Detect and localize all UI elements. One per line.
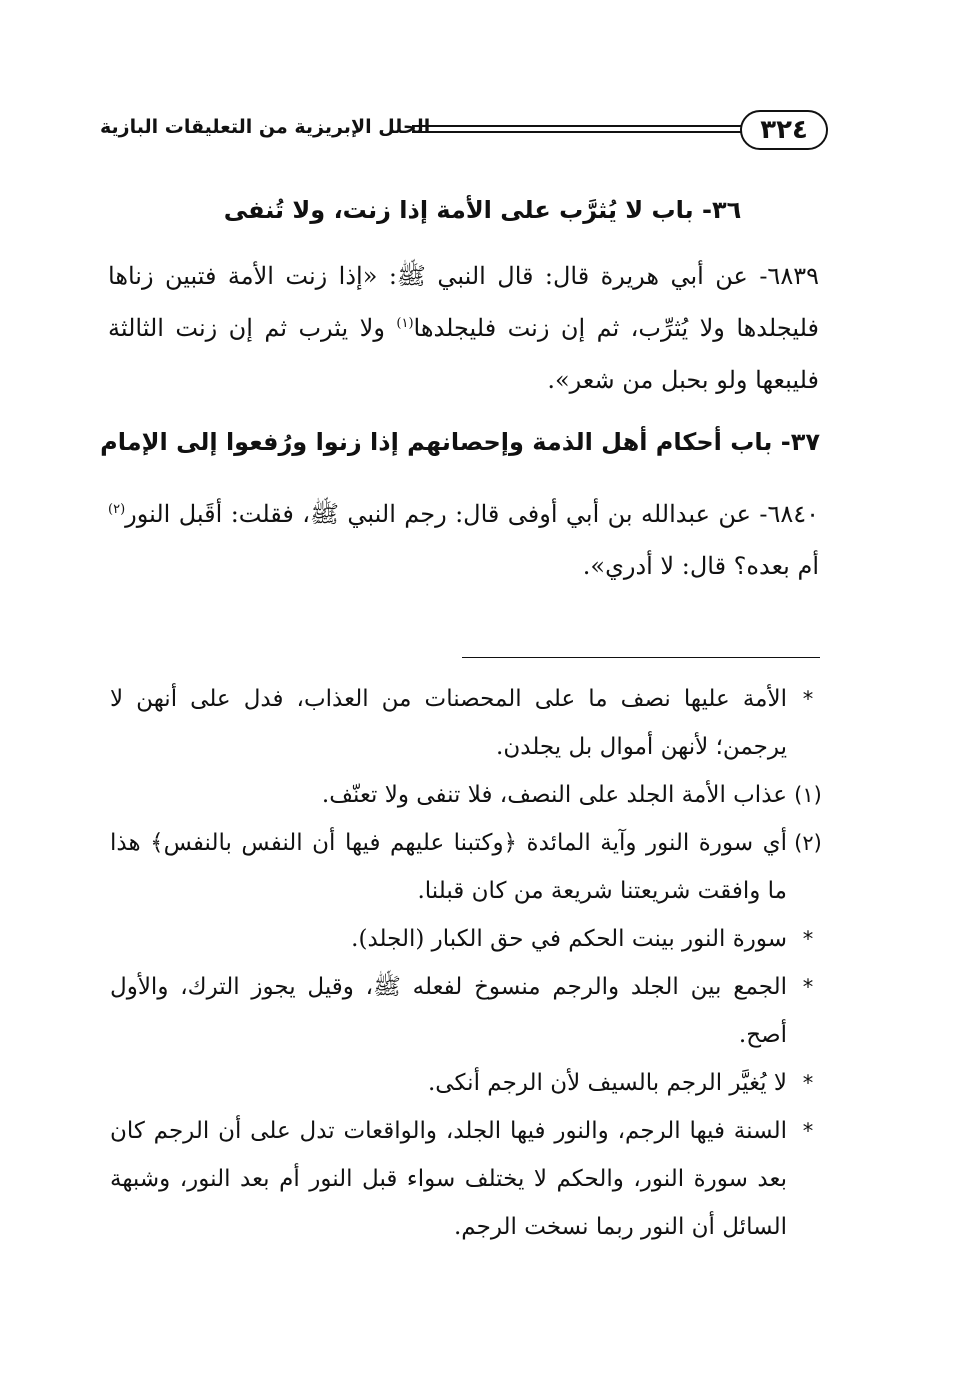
footnotes-section	[110, 675, 823, 1251]
chapter-heading-36: ٣٦- باب لا يُثرَّب على الأمة إذا زنت، ولا تُنفى	[223, 196, 742, 224]
hadith-text: عن أبي هريرة قال: قال النبي ﷺ: «إذا زنت الأمة فتبين زناها فليجلدها ولا يُثرِّب، ثم إن زنت فليجلدها	[108, 262, 819, 342]
footnote-reference: (١)	[396, 316, 414, 331]
footnote-marker: *	[802, 975, 814, 999]
hadith-text: عن عبدالله بن أبي أوفى قال: رجم النبي ﷺ، فقلت: أقَبل النور	[125, 500, 751, 528]
footnote-item	[110, 963, 823, 1059]
header-double-rule	[412, 125, 742, 133]
running-title: الحلل الإبريزية من التعليقات البازية	[100, 116, 431, 138]
hadith-text-continued: ولا يثرب ثم إن زنت الثالثة فليبعها ولو بحبل من شعر».	[108, 314, 819, 394]
footnote-text: الأمة عليها نصف ما على المحصنات من العذاب، فدل على أنهن لا يرجمن؛ لأنهن أموال بل يجلدن.	[110, 686, 787, 760]
footnote-item	[110, 1107, 823, 1251]
footnote-item	[110, 819, 823, 915]
footnote-separator	[462, 657, 820, 658]
footnote-text: سورة النور بينت الحكم في حق الكبار (الجلد).	[351, 926, 787, 952]
footnote-text: عذاب الأمة الجلد على النصف، فلا تنفى ولا تعنّف.	[321, 782, 787, 808]
footnote-item	[110, 915, 823, 963]
hadith-text-continued: أم بعده؟ قال: لا أدري».	[582, 552, 819, 580]
footnote-marker: *	[802, 1071, 814, 1095]
footnote-text: السنة فيها الرجم، والنور فيها الجلد، والواقعات تدل على أن الرجم كان بعد سورة النور، والحكم لا يختلف سواء قبل النور أم بعد النور، وشبهة السائل أن النور ربما نسخت الرجم.	[110, 1118, 787, 1240]
running-header	[100, 110, 828, 154]
hadith-number: ٦٨٤٠-	[759, 500, 820, 528]
footnote-marker: (١)	[794, 783, 822, 807]
footnote-marker: (٢)	[794, 831, 822, 855]
footnote-marker: *	[802, 687, 814, 711]
page-number: ٣٢٤	[740, 110, 828, 150]
footnote-marker: *	[802, 1119, 814, 1143]
footnote-marker: *	[802, 927, 814, 951]
hadith-6839	[108, 250, 819, 406]
footnote-reference: (٢)	[108, 502, 126, 517]
footnote-item	[110, 771, 823, 819]
hadith-number: ٦٨٣٩-	[759, 262, 819, 290]
chapter-heading-37: ٣٧- باب أحكام أهل الذمة وإحصانهم إذا زنوا ورُفعوا إلى الإمام	[100, 428, 820, 456]
hadith-6840	[108, 488, 819, 592]
footnote-item	[110, 1059, 823, 1107]
footnote-text: لا يُغيَّر الرجم بالسيف لأن الرجم أنكى.	[427, 1070, 787, 1096]
footnote-text: أي سورة النور وآية المائدة ﴿وكتبنا عليهم فيها أن النفس بالنفس﴾ هذا ما وافقت شريعتنا شريعة من كان قبلنا.	[110, 830, 787, 904]
footnote-text: الجمع بين الجلد والرجم منسوخ لفعله ﷺ، وقيل يجوز الترك، والأول أصح.	[110, 974, 787, 1048]
footnote-item	[110, 675, 823, 771]
